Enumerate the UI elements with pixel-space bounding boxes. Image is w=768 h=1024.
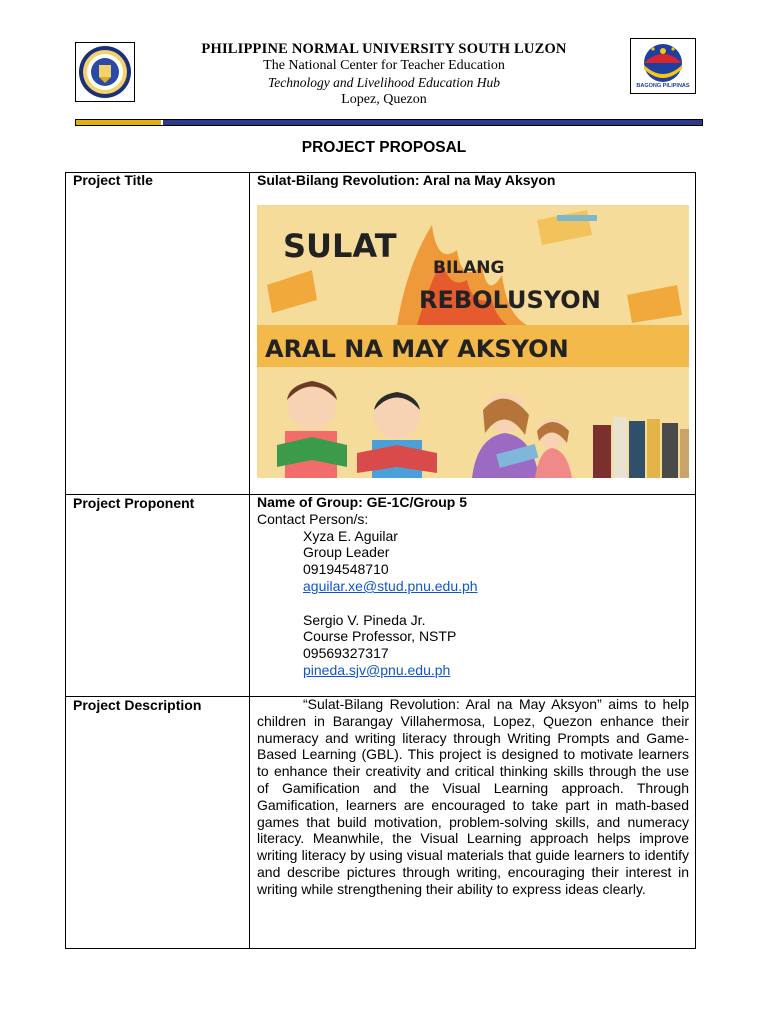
divider-blue-segment [163,120,702,125]
bookshelf-illustration [593,417,689,478]
hub-name: Technology and Livelihood Education Hub [268,75,500,90]
divider-gold-segment [76,120,161,125]
project-description-label: Project Description [73,697,202,713]
project-title-label: Project Title [73,172,153,188]
contact-role: Group Leader [303,544,390,561]
contact-email-link[interactable]: pineda.sjv@pnu.edu.ph [303,661,451,678]
project-banner-image [257,205,689,478]
campus-location: Lopez, Quezon [341,92,427,107]
contact-heading: Contact Person/s: [257,510,369,527]
center-name: The National Center for Teacher Education [263,58,505,73]
banner-text-sulat: SULAT [283,227,397,265]
project-title-value: Sulat-Bilang Revolution: Aral na May Aksyon [257,172,556,188]
contact-email-link[interactable]: aguilar.xe@stud.pnu.edu.ph [303,577,478,594]
pnu-seal-logo [75,42,135,102]
contact-role: Course Professor, NSTP [303,628,457,645]
table-column-divider [249,172,250,949]
document-title: PROJECT PROPOSAL [301,139,467,156]
header-divider [75,119,703,126]
project-proponent-cell [257,494,478,679]
contact-name: Sergio V. Pineda Jr. [303,611,426,628]
contact-phone: 09569327317 [303,645,389,662]
university-name: PHILIPPINE NORMAL UNIVERSITY SOUTH LUZON [201,41,567,57]
banner-text-rebolusyon: REBOLUSYON [419,286,601,314]
right-logo-caption: BAGONG PILIPINAS [636,83,690,89]
pnu-seal-icon [76,43,134,101]
banner-text-bilang: BILANG [433,258,505,278]
project-description-cell [257,696,689,898]
project-proponent-label: Project Proponent [73,495,195,511]
contact-phone: 09194548710 [303,561,389,578]
contact-name: Xyza E. Aguilar [303,527,398,544]
contact-spacer [257,595,478,612]
bagong-pilipinas-logo [630,38,696,94]
banner-text-aral: ARAL NA MAY AKSYON [265,335,569,363]
project-description-text: “Sulat-Bilang Revolution: Aral na May Aksyon” aims to help children in Barangay Villahermosa, Lopez, Quezon enhance their numeracy and writing literacy through Writing Prompts and Game-Based Learning (GBL). This project is designed to motivate learners to enhance their creativity and critical thinking skills through the use of Gamification and the Visual Learning approach. Through Gamification, learners are encouraged to take part in math-based games that build motivation, problem-solving skills, and numeracy literacy. Meanwhile, the Visual Learning approach helps improve writing literacy by using visual materials that guide learners to identify and describe pictures through writing, encouraging their interest in writing while strengthening their ability to express ideas clearly. [257,696,689,897]
group-name: Name of Group: GE-1C/Group 5 [257,494,468,510]
pencil-icon [557,215,597,221]
